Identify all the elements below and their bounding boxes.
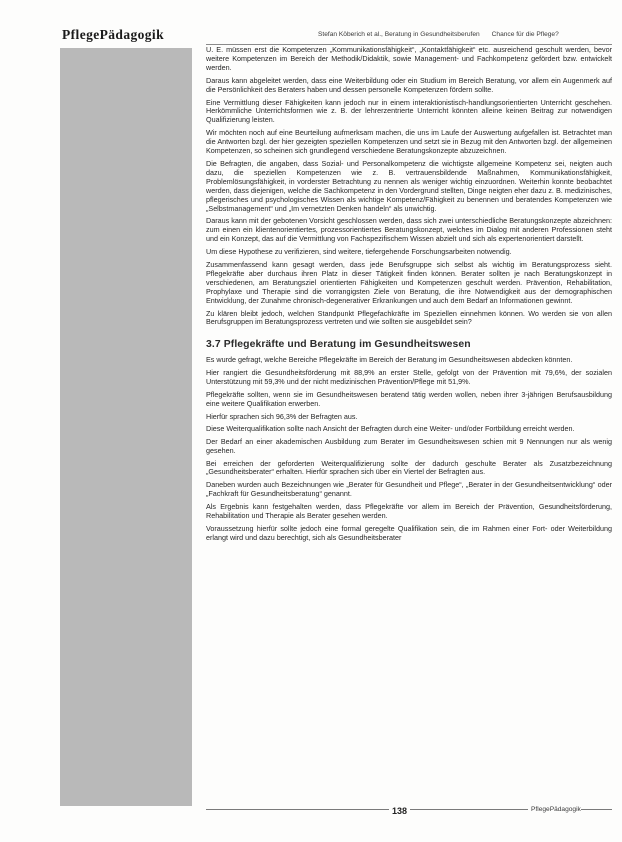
journal-logo: PflegePädagogik	[62, 27, 164, 42]
body-paragraph: Daraus kann abgeleitet werden, dass eine Weiterbildung oder ein Studium im Bereich Beratung, vor allem ein Augenmerk auf die Persönlichkeit des Beraters haben und dessen personelle Kompetenzen fördern sollte.	[206, 75, 612, 94]
body-paragraph: Es wurde gefragt, welche Bereiche Pflegekräfte im Bereich der Beratung im Gesundheitswesen abdecken könnten.	[206, 355, 573, 365]
footer-journal-name: PflegePädagogik	[528, 806, 581, 813]
running-head-title: Chance für die Pflege?	[491, 31, 559, 38]
article-body	[206, 46, 612, 547]
body-paragraph: Der Bedarf an einer akademischen Ausbildung zum Berater im Gesundheitswesen schien mit 9 Nennungen nur als wenig gesehen.	[206, 436, 612, 455]
body-paragraph: Bei erreichen der geforderten Weiterqualifizierung sollte der dadurch geschulte Berater als Zusatzbezeichnung „Gesundheitsberater“ erhalten. Hierfür sprachen sich über ein Viertel der Befragten aus.	[206, 458, 612, 477]
running-head	[318, 31, 612, 38]
body-paragraph: Diese Weiterqualifikation sollte nach Ansicht der Befragten durch eine Weiter- und/oder Fortbildung erreicht werden.	[206, 423, 575, 433]
body-paragraph: Wir möchten noch auf eine Beurteilung aufmerksam machen, die uns im Laufe der Auswertung aufgefallen ist. Betrachtet man die Antworten bzgl. der hier gezeigten speziellen Kompetenzen und setzt sie in Bezug mit den Antworten bzgl. der allgemeinen Kompetenzen, so scheinen sich grundlegend verschiedene Beratungskonzepte abzuzeichnen.	[206, 128, 612, 156]
body-paragraph: Als Ergebnis kann festgehalten werden, dass Pflegekräfte vor allem im Bereich der Prävention, Gesundheitsförderung, Rehabilitation und Therapie als Berater gesehen werden.	[206, 502, 612, 521]
body-paragraph: Pflegekräfte sollten, wenn sie im Gesundheitswesen beratend tätig werden wollen, neben ihrer 3-jährigen Berufsausbildung eine weitere Qualifikation erwerben.	[206, 390, 612, 408]
body-paragraph: Eine Vermittlung dieser Fähigkeiten kann jedoch nur in einem interaktionistisch-handlungsorientierten Unterricht geschehen. Herkömmliche Unterrichtsformen wie z. B. der lehrerzentrierte Unterricht könnten alleine keinen Beitrag zur notwendigen Qualifizierung leisten.	[206, 97, 612, 125]
running-head-authors: Stefan Köberich et al., Beratung in Gesundheitsberufen	[318, 31, 480, 38]
section-heading: 3.7 Pflegekräfte und Beratung im Gesundheitswesen	[206, 339, 471, 351]
body-paragraph: U. E. müssen erst die Kompetenzen „Kommunikationsfähigkeit“, „Kontaktfähigkeit“ etc. ausreichend geschult werden, bevor weitere Kompetenzen im Bereich der Methodik/Didaktik, sowie Management- und Fachkompetenz gefördert bzw. entwickelt werden.	[206, 45, 612, 72]
body-paragraph: Voraussetzung hierfür sollte jedoch eine formal geregelte Qualifikation sein, die im Rahmen einer Fort- oder Weiterbildung erlangt wird und dazu berechtigt, sich als Gesundheitsberater	[206, 523, 612, 542]
body-paragraph: Zusammenfassend kann gesagt werden, dass jede Berufsgruppe sich selbst als wichtig im Beratungsprozess sieht. Pflegekräfte aber durchaus ihren Platz in dieser Tätigkeit finden können. Berater sollten je nach Beratungskonzept in verschiedenen, am Beratungsziel orientierten Fähigkeiten und Kompetenzen geschult werden. Prävention, Rehabilitation, Prophylaxe und Therapie sind die vorrangigsten Ziele von Beratung, die ihre Notwendigkeit aus der demographischen Entwicklung, der Zunahme chronisch-degenerativer Erkrankungen und auch dem Bedarf an Informationen gewinnt.	[206, 260, 612, 305]
body-paragraph: Hier rangiert die Gesundheitsförderung mit 88,9% an erster Stelle, gefolgt von der Prävention mit 79,6%, der sozialen Unterstützung mit 59,3% und der nicht medizinischen Prävention/Pflege mit 51,9%.	[206, 368, 612, 387]
body-paragraph: Daraus kann mit der gebotenen Vorsicht geschlossen werden, dass sich zwei unterschiedliche Beratungskonzepte abzeichnen: zum einen ein klientenorientiertes, prozessorientiertes Beratungskonzept, welches im Dialog mit anderen Professionen steht und ein Konzept, das auf die Vermittlung von Fachspezifischem Wissen abzielt und sich als expertenorientiert darstellt.	[206, 216, 612, 244]
body-paragraph: Zu klären bleibt jedoch, welchen Standpunkt Pflegefachkräfte im Speziellen einnehmen können. Wo werden sie von allen Berufsgruppen im Beratungsprozess vertreten und wie sollten sie ausgebildet sein?	[206, 308, 612, 327]
margin-sidebar-bar	[60, 48, 192, 806]
body-paragraph: Um diese Hypothese zu verifizieren, sind weitere, tiefergehende Forschungsarbeiten notwendig.	[206, 247, 512, 257]
body-paragraph: Die Befragten, die angaben, dass Sozial- und Personalkompetenz die wichtigste allgemeine Kompetenz sei, neigten auch dazu, die speziellen Kompetenzen wie z. B. vertrauensbildende Maßnahmen, Kommunikationsfähigkeit, Problemlösungsfähigkeit, in vorderster Betrachtung zu nennen als weniger wichtig einzuordnen. Weiterhin konnte beobachtet werden, dass diejenigen, welche die Sachkompetenz in den Vordergrund stellten, Dinge neigten eher dazu z. B. medizinisches, pflegerisches und psychologisches Wissen als wichtige Kompetenz/Fähigkeit zu benennen und beratendes Kompetenzen wie „Selbstmanagement“ und „Im vernetzten Denken handeln“ als unwichtig.	[206, 158, 612, 213]
body-paragraph: Daneben wurden auch Bezeichnungen wie „Berater für Gesundheit und Pflege“, „Berater in der Gesundheitsentwicklung“ oder „Fachkraft für Gesundheitsberatung“ genannt.	[206, 480, 612, 499]
page-number: 138	[389, 806, 410, 816]
body-paragraph: Hierfür sprachen sich 96,3% der Befragten aus.	[206, 411, 358, 421]
